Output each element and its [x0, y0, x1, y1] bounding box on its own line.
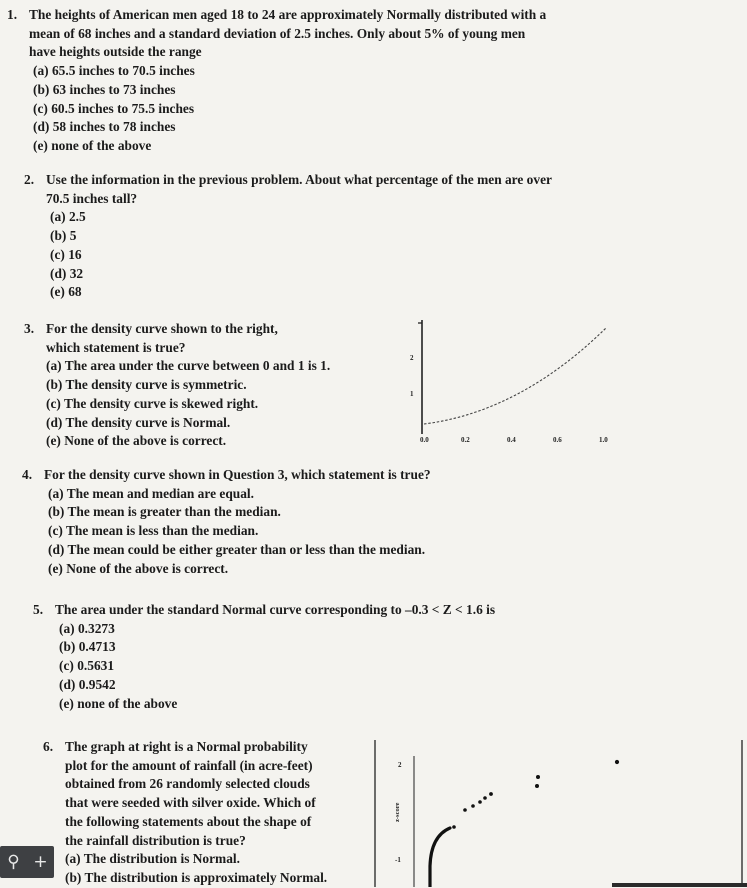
answer-option-c: (c) The density curve is skewed right.: [46, 395, 259, 411]
question-stem-line: The graph at right is a Normal probability: [65, 739, 308, 754]
question-number: 2.: [24, 172, 35, 187]
zoom-in-icon[interactable]: +: [33, 852, 48, 872]
answer-option-a: (a) 0.3273: [59, 620, 115, 636]
y-axis-label: z-score: [394, 802, 401, 822]
question-stem-line: For the density curve shown in Question 3, which statement is true?: [44, 467, 431, 482]
question-stem-line: have heights outside the range: [29, 44, 202, 60]
data-point: [535, 784, 539, 788]
answer-option-c: (c) 16: [50, 246, 82, 262]
answer-option-e: (e) None of the above is correct.: [46, 433, 227, 449]
x-tick-label: 1.0: [599, 436, 608, 444]
answer-option-b: (b) The mean is greater than the median.: [48, 504, 281, 520]
x-tick-label: 0.4: [507, 436, 516, 444]
answer-option-b: (b) The distribution is approximately Normal.: [65, 869, 328, 885]
normal-probability-plot-figure: [370, 738, 747, 887]
question-stem-line: the following statements about the shape of: [65, 813, 312, 829]
answer-option-c: (c) 60.5 inches to 75.5 inches: [33, 100, 195, 116]
answer-option-a: (a) 2.5: [50, 209, 86, 225]
question-3: [24, 320, 404, 451]
answer-option-c: (c) The mean is less than the median.: [48, 523, 259, 539]
data-point: [615, 760, 619, 764]
question-stem-line: Use the information in the previous problem. About what percentage of the men are over: [46, 172, 552, 187]
x-tick-label: 0.0: [420, 436, 429, 444]
question-stem-line: obtained from 26 randomly selected clouds: [65, 776, 310, 792]
answer-option-e: (e) None of the above is correct.: [48, 560, 229, 576]
question-number: 5.: [33, 602, 44, 617]
question-stem-line: that were seeded with silver oxide. Which of: [65, 795, 316, 811]
question-stem-line: the rainfall distribution is true?: [65, 832, 246, 848]
answer-option-a: (a) 65.5 inches to 70.5 inches: [33, 63, 195, 79]
y-tick-label: -1: [395, 856, 401, 864]
plot-points-cluster: [430, 828, 450, 887]
question-number: 4.: [22, 467, 33, 482]
answer-option-e: (e) 68: [50, 284, 82, 300]
answer-option-b: (b) The density curve is symmetric.: [46, 377, 247, 393]
question-5: [33, 601, 673, 713]
data-point: [483, 796, 487, 800]
answer-option-a: (a) The distribution is Normal.: [65, 851, 240, 867]
y-tick-label: 1: [410, 390, 414, 398]
data-point: [536, 775, 540, 779]
answer-option-d: (d) The mean could be either greater than or less than the median.: [48, 541, 426, 557]
answer-option-d: (d) 32: [50, 265, 84, 281]
question-stem-line: The area under the standard Normal curve corresponding to –0.3 < Z < 1.6 is: [55, 602, 496, 617]
answer-option-b: (b) 5: [50, 228, 77, 244]
answer-option-e: (e) none of the above: [33, 137, 152, 153]
question-stem-line: 70.5 inches tall?: [46, 190, 138, 206]
zoom-out-icon[interactable]: ⚲: [7, 852, 20, 872]
answer-option-c: (c) 0.5631: [59, 658, 115, 674]
data-point: [463, 808, 467, 812]
question-6: [43, 738, 363, 888]
data-point: [452, 825, 456, 829]
answer-option-e: (e) none of the above: [59, 695, 178, 711]
data-point: [478, 800, 482, 804]
density-curve-line: [424, 328, 606, 424]
answer-option-a: (a) The area under the curve between 0 and 1 is 1.: [46, 358, 331, 374]
answer-option-b: (b) 0.4713: [59, 639, 116, 655]
question-stem-line: mean of 68 inches and a standard deviation of 2.5 inches. Only about 5% of young men: [29, 25, 526, 41]
question-2: [24, 171, 644, 302]
data-point: [489, 792, 493, 796]
x-tick-label: 0.2: [461, 436, 470, 444]
scroll-indicator-bar[interactable]: [612, 883, 747, 887]
question-number: 3.: [24, 321, 35, 336]
question-1: [7, 6, 647, 156]
answer-option-b: (b) 63 inches to 73 inches: [33, 81, 176, 97]
question-4: [22, 466, 662, 578]
answer-option-d: (d) 0.9542: [59, 676, 116, 692]
density-curve-figure: [410, 312, 615, 452]
zoom-toolbar: [0, 846, 54, 878]
answer-option-d: (d) The density curve is Normal.: [46, 414, 231, 430]
question-stem-line: The heights of American men aged 18 to 24 are approximately Normally distributed with a: [29, 7, 547, 22]
question-stem-line: For the density curve shown to the right,: [46, 321, 278, 336]
answer-option-a: (a) The mean and median are equal.: [48, 485, 254, 501]
data-point: [471, 804, 475, 808]
question-number: 6.: [43, 739, 54, 754]
answer-option-d: (d) 58 inches to 78 inches: [33, 119, 176, 135]
y-tick-label: 2: [410, 354, 414, 362]
question-stem-line: plot for the amount of rainfall (in acre-feet): [65, 757, 313, 773]
y-tick-label: 2: [398, 761, 402, 769]
question-stem-line: which statement is true?: [46, 339, 186, 355]
x-tick-label: 0.6: [553, 436, 562, 444]
question-number: 1.: [7, 7, 18, 22]
